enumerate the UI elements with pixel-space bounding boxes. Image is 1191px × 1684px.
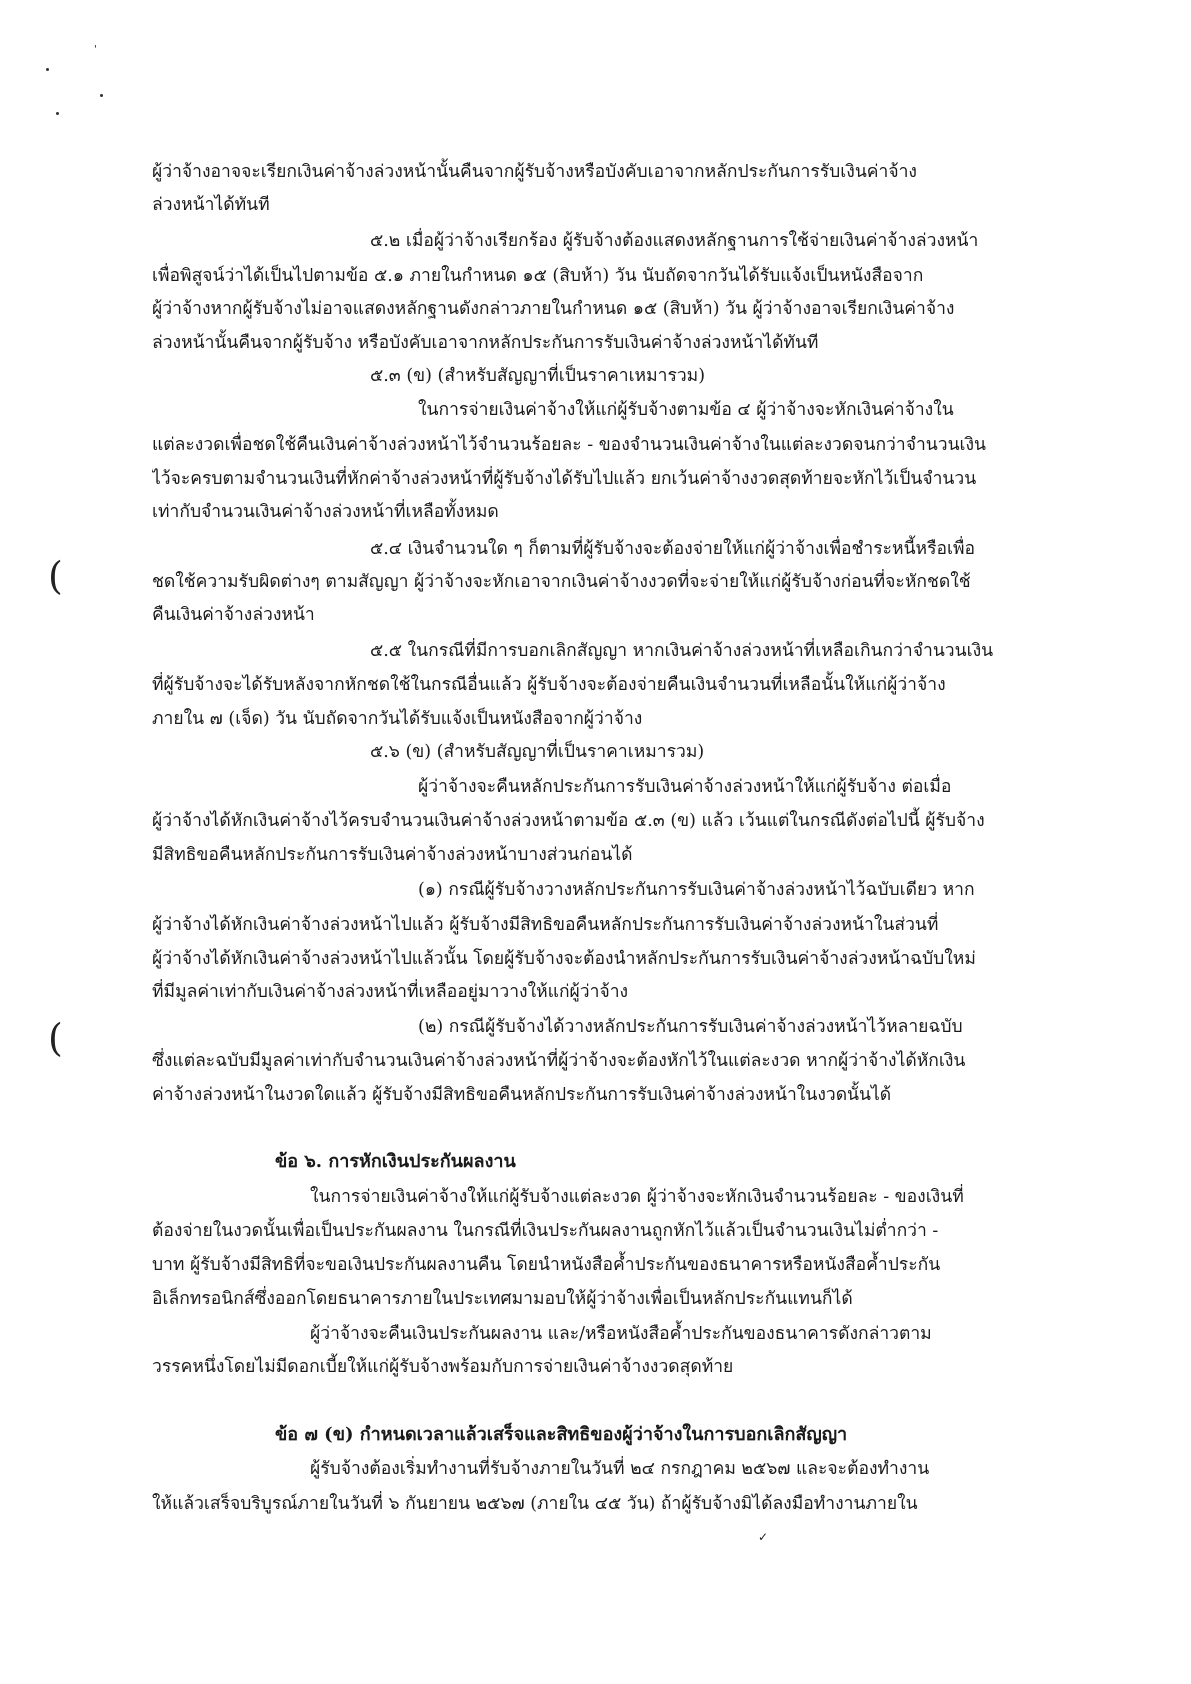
body-line: ที่ผู้รับจ้างจะได้รับหลังจากหักชดใช้ในกรณีอื่นแล้ว ผู้รับจ้างจะต้องจ่ายคืนเงินจำนวนที่เหลือนั้นให้แก่ผู้ว่าจ้าง [152, 675, 946, 695]
body-line: ล่วงหน้านั้นคืนจากผู้รับจ้าง หรือบังคับเอาจากหลักประกันการรับเงินค่าจ้างล่วงหน้าได้ทันที [152, 333, 819, 353]
scan-dot [56, 112, 59, 115]
body-line: ไว้จะครบตามจำนวนเงินที่หักค่าจ้างล่วงหน้าที่ผู้รับจ้างได้รับไปแล้ว ยกเว้นค่าจ้างงวดสุดท้ายจะหักไว้เป็นจำนวน [152, 469, 977, 489]
body-line: เพื่อพิสูจน์ว่าได้เป็นไปตามข้อ ๕.๑ ภายในกำหนด ๑๕ (สิบห้า) วัน นับถัดจากวันได้รับแจ้งเป็นหนังสือจาก [152, 266, 924, 286]
body-line: แต่ละงวดเพื่อชดใช้คืนเงินค่าจ้างล่วงหน้าไว้จำนวนร้อยละ - ของจำนวนเงินค่าจ้างในแต่ละงวดจนกว่าจำนวนเงิน [152, 435, 987, 455]
body-line: ค่าจ้างล่วงหน้าในงวดใดแล้ว ผู้รับจ้างมีสิทธิขอคืนหลักประกันการรับเงินค่าจ้างล่วงหน้าในงวดนั้นได้ [152, 1085, 892, 1105]
body-line: มีสิทธิขอคืนหลักประกันการรับเงินค่าจ้างล่วงหน้าบางส่วนก่อนได้ [152, 845, 633, 865]
body-line: (๑) กรณีผู้รับจ้างวางหลักประกันการรับเงินค่าจ้างล่วงหน้าไว้ฉบับเดียว หาก [418, 880, 975, 900]
body-line: ๕.๔ เงินจำนวนใด ๆ ก็ตามที่ผู้รับจ้างจะต้องจ่ายให้แก่ผู้ว่าจ้างเพื่อชำระหนี้หรือเพื่อ [370, 539, 976, 559]
body-line: ชดใช้ความรับผิดต่างๆ ตามสัญญา ผู้ว่าจ้างจะหักเอาจากเงินค่าจ้างงวดที่จะจ่ายให้แก่ผู้รับจ้างก่อนที่จะหักชดใช้ [152, 572, 971, 592]
body-line: คืนเงินค่าจ้างล่วงหน้า [152, 605, 315, 625]
body-line: ผู้ว่าจ้างจะคืนเงินประกันผลงาน และ/หรือหนังสือค้ำประกันของธนาคารดังกล่าวตาม [310, 1324, 932, 1344]
body-line: ผู้ว่าจ้างจะคืนหลักประกันการรับเงินค่าจ้างล่วงหน้าให้แก่ผู้รับจ้าง ต่อเมื่อ [418, 777, 952, 797]
body-line: ในการจ่ายเงินค่าจ้างให้แก่ผู้รับจ้างตามข้อ ๔ ผู้ว่าจ้างจะหักเงินค่าจ้างใน [418, 400, 954, 420]
body-line: ผู้ว่าจ้างได้หักเงินค่าจ้างล่วงหน้าไปแล้วนั้น โดยผู้รับจ้างจะต้องนำหลักประกันการรับเงินค่าจ้างล่วงหน้าฉบับใหม่ [152, 949, 976, 969]
body-line: ภายใน ๗ (เจ็ด) วัน นับถัดจากวันได้รับแจ้งเป็นหนังสือจากผู้ว่าจ้าง [152, 709, 643, 729]
body-line: อิเล็กทรอนิกส์ซึ่งออกโดยธนาคารภายในประเทศมามอบให้ผู้ว่าจ้างเพื่อเป็นหลักประกันแทนก็ได้ [152, 1289, 853, 1309]
body-line: ในการจ่ายเงินค่าจ้างให้แก่ผู้รับจ้างแต่ละงวด ผู้ว่าจ้างจะหักเงินจำนวนร้อยละ - ของเงินที่ [310, 1187, 964, 1207]
body-line: ๕.๒ เมื่อผู้ว่าจ้างเรียกร้อง ผู้รับจ้างต้องแสดงหลักฐานการใช้จ่ายเงินค่าจ้างล่วงหน้า [370, 231, 979, 251]
binding-hole-mark: ( [48, 1016, 63, 1060]
body-line: ๕.๕ ในกรณีที่มีการบอกเลิกสัญญา หากเงินค่าจ้างล่วงหน้าที่เหลือเกินกว่าจำนวนเงิน [370, 641, 994, 661]
binding-hole-mark: ( [48, 554, 63, 598]
body-line: ผู้รับจ้างต้องเริ่มทำงานที่รับจ้างภายในวันที่ ๒๔ กรกฎาคม ๒๕๖๗ และจะต้องทำงาน [310, 1459, 930, 1479]
body-line: บาท ผู้รับจ้างมีสิทธิที่จะขอเงินประกันผลงานคืน โดยนำหนังสือค้ำประกันของธนาคารหรือหนังสือค้ำประกัน [152, 1255, 941, 1275]
scan-dot [46, 68, 49, 71]
section-heading: ข้อ ๖. การหักเงินประกันผลงาน [275, 1151, 516, 1172]
body-line: ๕.๖ (ข) (สำหรับสัญญาที่เป็นราคาเหมารวม) [370, 742, 705, 762]
body-line: ผู้ว่าจ้างได้หักเงินค่าจ้างไว้ครบจำนวนเงินค่าจ้างล่วงหน้าตามข้อ ๕.๓ (ข) แล้ว เว้นแต่ในกรณีดังต่อไปนี้ ผู้รับจ้าง [152, 811, 985, 831]
scan-dot [100, 94, 103, 97]
body-line: ที่มีมูลค่าเท่ากับเงินค่าจ้างล่วงหน้าที่เหลืออยู่มาวางให้แก่ผู้ว่าจ้าง [152, 982, 629, 1002]
body-line: เท่ากับจำนวนเงินค่าจ้างล่วงหน้าที่เหลือทั้งหมด [152, 502, 499, 522]
body-line: ต้องจ่ายในงวดนั้นเพื่อเป็นประกันผลงาน ในกรณีที่เงินประกันผลงานถูกหักไว้แล้วเป็นจำนวนเงินไม่ต่ำกว่า - [152, 1221, 939, 1241]
body-line: ล่วงหน้าได้ทันที [152, 195, 270, 215]
body-line: วรรคหนึ่งโดยไม่มีดอกเบี้ยให้แก่ผู้รับจ้างพร้อมกับการจ่ายเงินค่าจ้างงวดสุดท้าย [152, 1357, 734, 1377]
body-line: ผู้ว่าจ้างอาจจะเรียกเงินค่าจ้างล่วงหน้านั้นคืนจากผู้รับจ้างหรือบังคับเอาจากหลักประกันการรับเงินค่าจ้าง [152, 162, 917, 182]
body-line: ผู้ว่าจ้างได้หักเงินค่าจ้างล่วงหน้าไปแล้ว ผู้รับจ้างมีสิทธิขอคืนหลักประกันการรับเงินค่าจ้างล่วงหน้าในส่วนที่ [152, 915, 939, 935]
body-line: ๕.๓ (ข) (สำหรับสัญญาที่เป็นราคาเหมารวม) [370, 366, 706, 386]
body-line: ผู้ว่าจ้างหากผู้รับจ้างไม่อาจแสดงหลักฐานดังกล่าวภายในกำหนด ๑๕ (สิบห้า) วัน ผู้ว่าจ้างอาจเรียกเงินค่าจ้าง [152, 299, 955, 319]
body-line: ซึ่งแต่ละฉบับมีมูลค่าเท่ากับจำนวนเงินค่าจ้างล่วงหน้าที่ผู้ว่าจ้างจะต้องหักไว้ในแต่ละงวด หากผู้ว่าจ้างได้หักเงิน [152, 1051, 966, 1071]
body-line: (๒) กรณีผู้รับจ้างได้วางหลักประกันการรับเงินค่าจ้างล่วงหน้าไว้หลายฉบับ [418, 1017, 963, 1037]
section-heading: ข้อ ๗ (ข) กำหนดเวลาแล้วเสร็จและสิทธิของผู้ว่าจ้างในการบอกเลิกสัญญา [275, 1424, 848, 1445]
scan-mark: ' [94, 44, 97, 55]
scan-mark: ✓ [758, 1530, 769, 1544]
body-line: ให้แล้วเสร็จบริบูรณ์ภายในวันที่ ๖ กันยายน ๒๕๖๗ (ภายใน ๔๕ วัน) ถ้าผู้รับจ้างมิได้ลงมือทำงานภายใน [152, 1494, 918, 1514]
